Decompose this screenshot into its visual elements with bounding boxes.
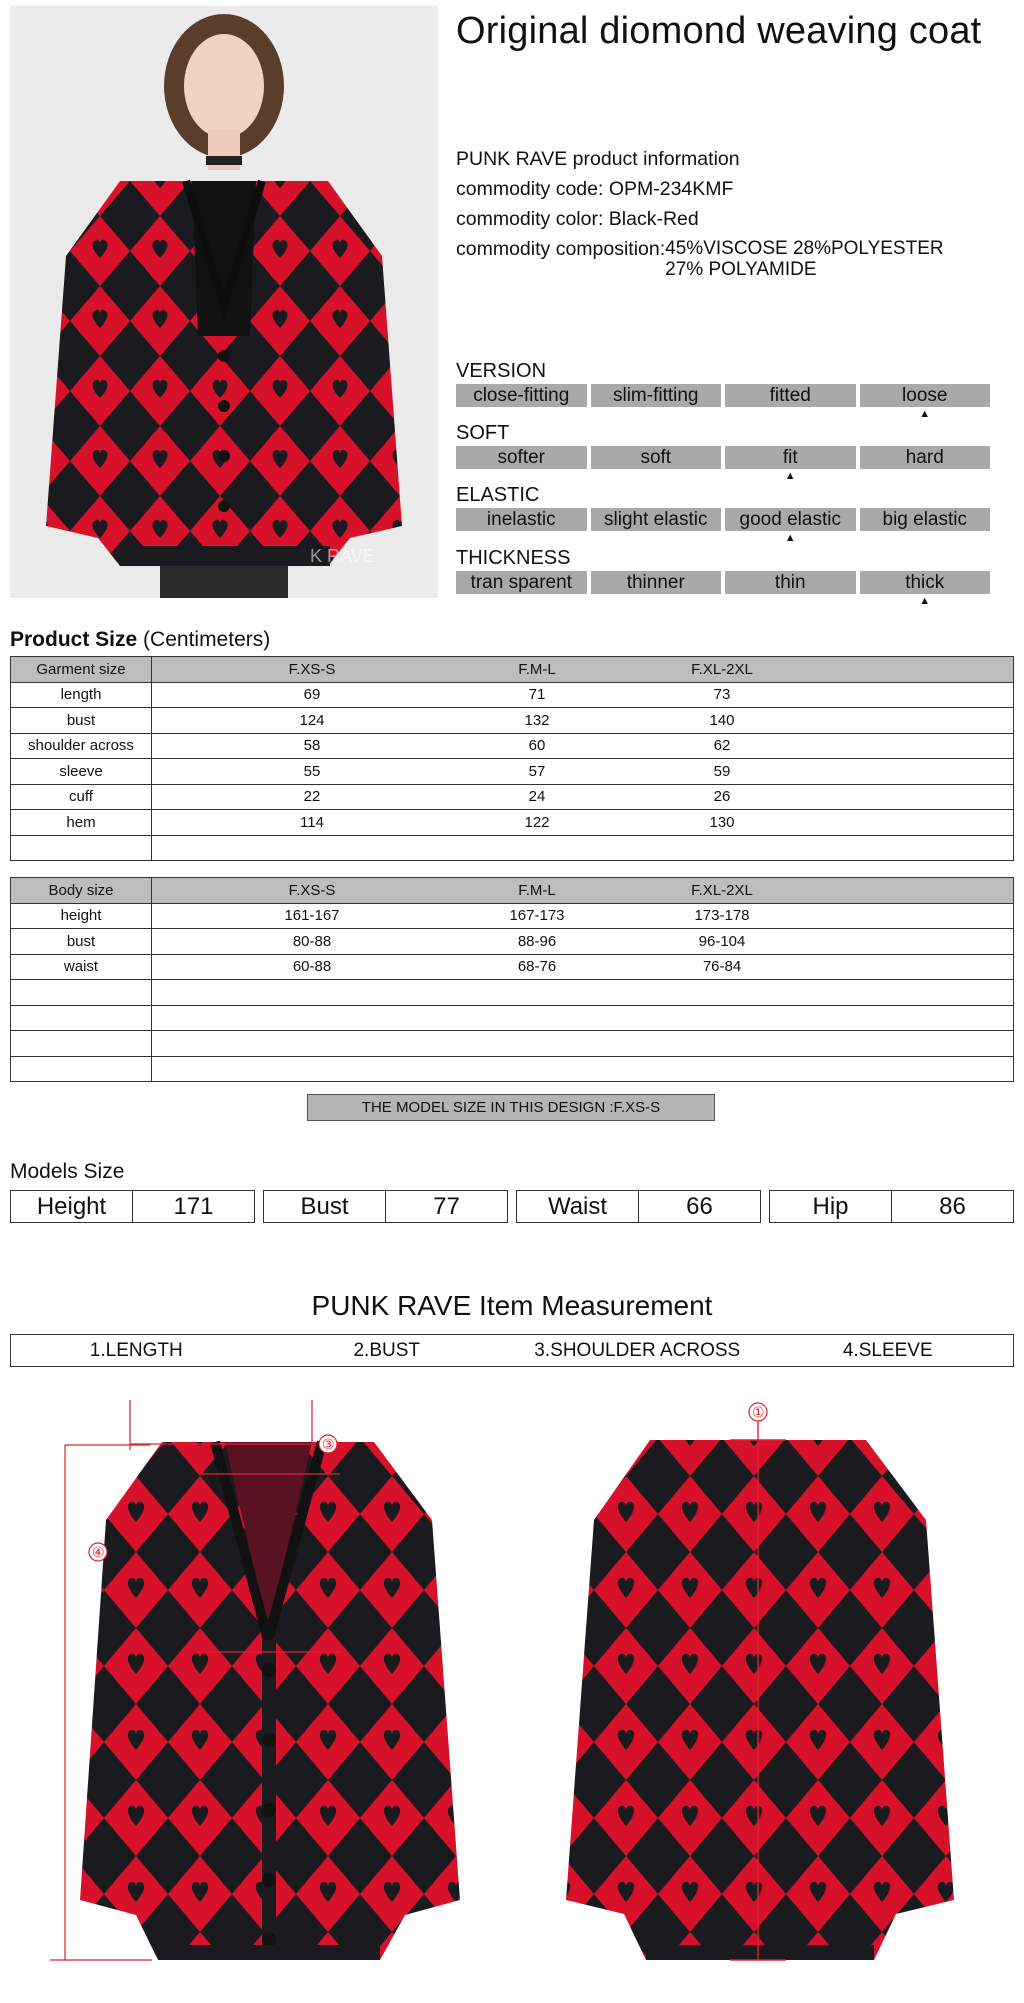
attr-option: loose (860, 384, 991, 407)
row-label: waist (11, 954, 152, 980)
size-value: F.XS-S (288, 660, 336, 678)
model-height (10, 1190, 255, 1223)
size-value: 57 (528, 762, 546, 780)
back-coat-shape (566, 1440, 954, 1960)
table-row (11, 708, 1014, 734)
table-row (11, 784, 1014, 810)
attr-option: hard (860, 446, 991, 469)
attr-elastic (456, 484, 990, 545)
measurement-title: PUNK RAVE Item Measurement (311, 1290, 713, 1321)
model-stat-value: 66 (686, 1193, 713, 1220)
attr-title: VERSION (456, 360, 547, 382)
table-row (11, 733, 1014, 759)
page-title: Original diomond weaving coat (456, 10, 982, 52)
row-label (11, 1031, 152, 1057)
table-row (11, 980, 1014, 1006)
table-header-row (11, 657, 1014, 683)
size-value: 71 (528, 686, 546, 704)
model-stat-label: Waist (517, 1191, 639, 1222)
size-value: 173-178 (694, 907, 750, 925)
row-label: length (11, 682, 152, 708)
attr-marker-row (456, 469, 990, 483)
size-value: 24 (528, 788, 546, 806)
marker-four (89, 1543, 107, 1561)
garment-size-table (10, 656, 1014, 861)
size-value: 161-167 (284, 907, 340, 925)
table-row (11, 759, 1014, 785)
brand-line: PUNK RAVE product information (456, 148, 740, 170)
table-row (11, 929, 1014, 955)
row-label (11, 1005, 152, 1031)
row-label (11, 1056, 152, 1082)
table-row (11, 1031, 1014, 1057)
body-size-table (10, 877, 1014, 1082)
model-hip (769, 1190, 1014, 1223)
model-stat-label: Hip (770, 1191, 892, 1222)
row-label: Garment size (11, 657, 152, 683)
attr-thickness (456, 547, 990, 608)
size-value: F.XL-2XL (691, 660, 753, 678)
selected-marker-icon: ▲ (919, 408, 931, 420)
size-value: 167-173 (509, 907, 565, 925)
attr-soft (456, 422, 990, 483)
size-value: 124 (299, 711, 325, 729)
attr-option: big elastic (860, 508, 991, 531)
model-bust (263, 1190, 508, 1223)
size-value: F.M-L (518, 660, 556, 678)
marker-one-label: ① (752, 1405, 765, 1421)
table-row (11, 954, 1014, 980)
product-info (456, 144, 944, 280)
attr-option: slim-fitting (591, 384, 722, 407)
row-label: cuff (11, 784, 152, 810)
size-value: 22 (303, 788, 321, 806)
model-stat-label: Height (11, 1191, 133, 1222)
product-size-title (10, 628, 270, 652)
row-label: hem (11, 810, 152, 836)
marker-three (319, 1435, 337, 1453)
row-label (11, 835, 152, 861)
models-size-title: Models Size (10, 1160, 125, 1183)
size-value: 130 (709, 813, 735, 831)
size-value: 88-96 (517, 932, 557, 950)
composition-label: commodity composition: (456, 238, 666, 260)
size-value: 96-104 (698, 932, 746, 950)
commodity-code-row (456, 174, 944, 204)
model-stat-value: 86 (939, 1193, 966, 1220)
size-value: 59 (713, 762, 731, 780)
measurement-item: 4.SLEEVE (842, 1340, 933, 1361)
selected-marker-icon: ▲ (919, 595, 931, 607)
row-label: Body size (11, 878, 152, 904)
attr-option: thinner (591, 571, 722, 594)
commodity-code-value: OPM-234KMF (608, 178, 734, 200)
attr-marker-row (456, 594, 990, 608)
commodity-color-label: commodity color: (456, 208, 604, 230)
composition-row (456, 234, 944, 280)
attr-option: close-fitting (456, 384, 587, 407)
composition-line-1: 45%VISCOSE 28%POLYESTER (665, 238, 944, 259)
size-value: 114 (300, 813, 324, 831)
models-size-row (10, 1190, 1014, 1223)
attr-option: fit (725, 446, 856, 469)
size-value: 60 (528, 737, 546, 755)
marker-three-label: ③ (322, 1437, 335, 1453)
attr-title: ELASTIC (456, 484, 540, 506)
size-value: F.XS-S (288, 881, 336, 899)
table-row (11, 810, 1014, 836)
row-label: height (11, 903, 152, 929)
size-value: 132 (524, 711, 550, 729)
composition-line-2: 27% POLYAMIDE (665, 259, 817, 280)
table-row (11, 903, 1014, 929)
row-label (11, 980, 152, 1006)
size-value: 73 (713, 686, 731, 704)
attr-option: tran sparent (456, 571, 587, 594)
selected-marker-icon: ▲ (784, 470, 796, 482)
size-value: 76-84 (702, 958, 742, 976)
model-size-banner: THE MODEL SIZE IN THIS DESIGN :F.XS-S (307, 1094, 715, 1121)
attr-title: SOFT (456, 422, 510, 444)
size-value: 58 (303, 737, 321, 755)
table-row (11, 682, 1014, 708)
commodity-code-label: commodity code: (456, 178, 604, 200)
commodity-color-row (456, 204, 944, 234)
size-value: F.XL-2XL (691, 881, 753, 899)
attr-option: fitted (725, 384, 856, 407)
attr-option: thick (860, 571, 991, 594)
size-value: 68-76 (517, 958, 557, 976)
model-stat-value: 77 (433, 1193, 460, 1220)
marker-four-label: ④ (92, 1545, 105, 1561)
model-stat-label: Bust (264, 1191, 386, 1222)
selected-marker-icon: ▲ (784, 532, 796, 544)
model-photo (10, 6, 438, 598)
row-label: shoulder across (11, 733, 152, 759)
row-label: sleeve (11, 759, 152, 785)
attr-option: slight elastic (591, 508, 722, 531)
size-value: 80-88 (292, 932, 332, 950)
size-value: 26 (713, 788, 731, 806)
measurement-item: 3.SHOULDER ACROSS (534, 1340, 741, 1361)
size-value: 140 (709, 711, 735, 729)
size-value: 62 (713, 737, 731, 755)
marker-one (749, 1403, 767, 1421)
commodity-color-value: Black-Red (608, 208, 699, 230)
attr-option: softer (456, 446, 587, 469)
model-photo-illustration (10, 6, 438, 598)
attr-option: thin (725, 571, 856, 594)
product-size-unit: (Centimeters) (143, 628, 271, 651)
measurement-item: 1.LENGTH (89, 1340, 183, 1361)
size-value: 55 (303, 762, 321, 780)
attr-marker-row (456, 407, 990, 421)
attr-option: soft (591, 446, 722, 469)
attr-version (456, 360, 990, 421)
model-waist (516, 1190, 761, 1223)
table-header-row (11, 878, 1014, 904)
attr-option: good elastic (725, 508, 856, 531)
attr-title: THICKNESS (456, 547, 571, 569)
table-row (11, 835, 1014, 861)
attr-marker-row (456, 531, 990, 545)
table-row (11, 1056, 1014, 1082)
size-value: 122 (524, 813, 550, 831)
model-stat-value: 171 (173, 1193, 214, 1220)
garment-back-figure (530, 1400, 1000, 2000)
size-value: F.M-L (518, 881, 556, 899)
garment-front-figure (40, 1400, 510, 2000)
watermark-text: K RAVE (310, 546, 375, 566)
product-size-label: Product Size (10, 628, 138, 651)
size-value: 60-88 (292, 958, 332, 976)
row-label: bust (11, 929, 152, 955)
measurement-legend (10, 1334, 1014, 1367)
size-value: 69 (303, 686, 321, 704)
row-label: bust (11, 708, 152, 734)
table-row (11, 1005, 1014, 1031)
measurement-item: 2.BUST (353, 1340, 421, 1361)
attr-option: inelastic (456, 508, 587, 531)
